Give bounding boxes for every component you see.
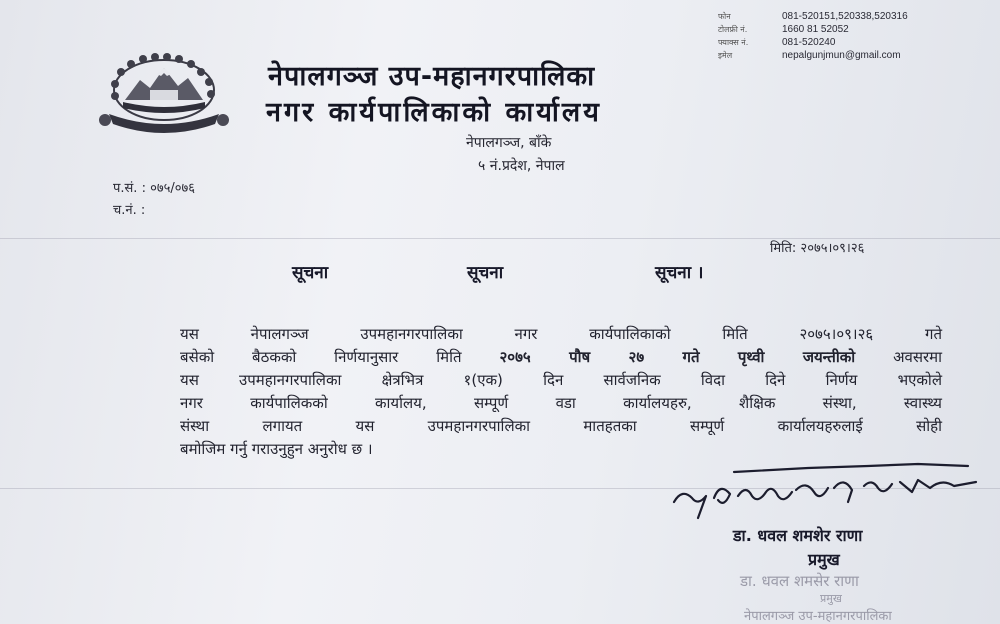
contact-label: फ्याक्स नं. <box>718 38 749 47</box>
contact-value: 081-520240 <box>782 37 836 48</box>
body-line <box>180 346 942 369</box>
notice-body <box>180 323 942 461</box>
contact-value: nepalgunjmun@gmail.com <box>782 50 901 61</box>
stamp-office: नेपालगञ्ज उप-महानगरपालिका <box>744 609 892 624</box>
letter-number: प.सं. : ०७५/०७६ <box>113 181 196 196</box>
notice-heading: सूचना <box>467 263 504 283</box>
signatory-name: डा. धवल शमशेर राणा <box>733 526 863 545</box>
contact-value: 081-520151,520338,520316 <box>782 11 908 22</box>
notice-heading: सूचना । <box>655 263 704 283</box>
office-subtitle: नगर कार्यपालिकाको कार्यालय <box>266 97 602 128</box>
body-line: बमोजिम गर्नु गराउनुहुन अनुरोध छ । <box>180 440 373 458</box>
contact-label: इमेल <box>718 51 733 60</box>
body-text: अवसरमा <box>855 348 943 366</box>
notice-heading: सूचना <box>292 263 329 283</box>
signatory-role: प्रमुख <box>808 550 840 569</box>
contact-email <box>718 49 908 62</box>
contact-block <box>718 10 908 62</box>
stamp-name: डा. धवल शमसेर राणा <box>740 572 859 590</box>
body-text: बसेको बैठकको निर्णयानुसार मिति <box>180 348 500 366</box>
dispatch-number: च.नं. : <box>113 203 146 218</box>
contact-phone <box>718 10 908 23</box>
contact-label: फोन <box>718 12 731 21</box>
contact-label: टोलफ्री नं. <box>718 25 748 34</box>
address-line: नेपालगञ्ज, बाँके <box>466 135 552 151</box>
body-line: संस्था लगायत यस उपमहानगरपालिका मातहतका सम्पूर्ण कार्यालयहरुलाई सोही <box>180 417 942 435</box>
contact-fax <box>718 36 908 49</box>
government-emblem-icon <box>95 50 233 136</box>
address-line: ५ नं.प्रदेश, नेपाल <box>478 158 565 174</box>
contact-tollfree <box>718 23 908 36</box>
letter-date: मिति: २०७५।०९।२६ <box>770 241 865 256</box>
handwritten-signature <box>668 458 988 532</box>
body-line: यस उपमहानगरपालिका क्षेत्रभित्र १(एक) दिन सार्वजनिक विदा दिने निर्णय भएकोले <box>180 371 942 389</box>
body-line: नगर कार्यपालिकको कार्यालय, सम्पूर्ण वडा कार्यालयहरु, शैक्षिक संस्था, स्वास्थ्य <box>180 394 942 412</box>
office-title: नेपालगञ्ज उप-महानगरपालिका <box>268 61 596 92</box>
body-line: यस नेपालगञ्ज उपमहानगरपालिका नगर कार्यपालिकाको मिति २०७५।०९।२६ गते <box>180 325 942 343</box>
stamp-role: प्रमुख <box>820 592 842 605</box>
contact-value: 1660 81 52052 <box>782 24 849 35</box>
holiday-date-highlight: २०७५ पौष २७ गते पृथ्वी जयन्तीको <box>499 348 856 366</box>
